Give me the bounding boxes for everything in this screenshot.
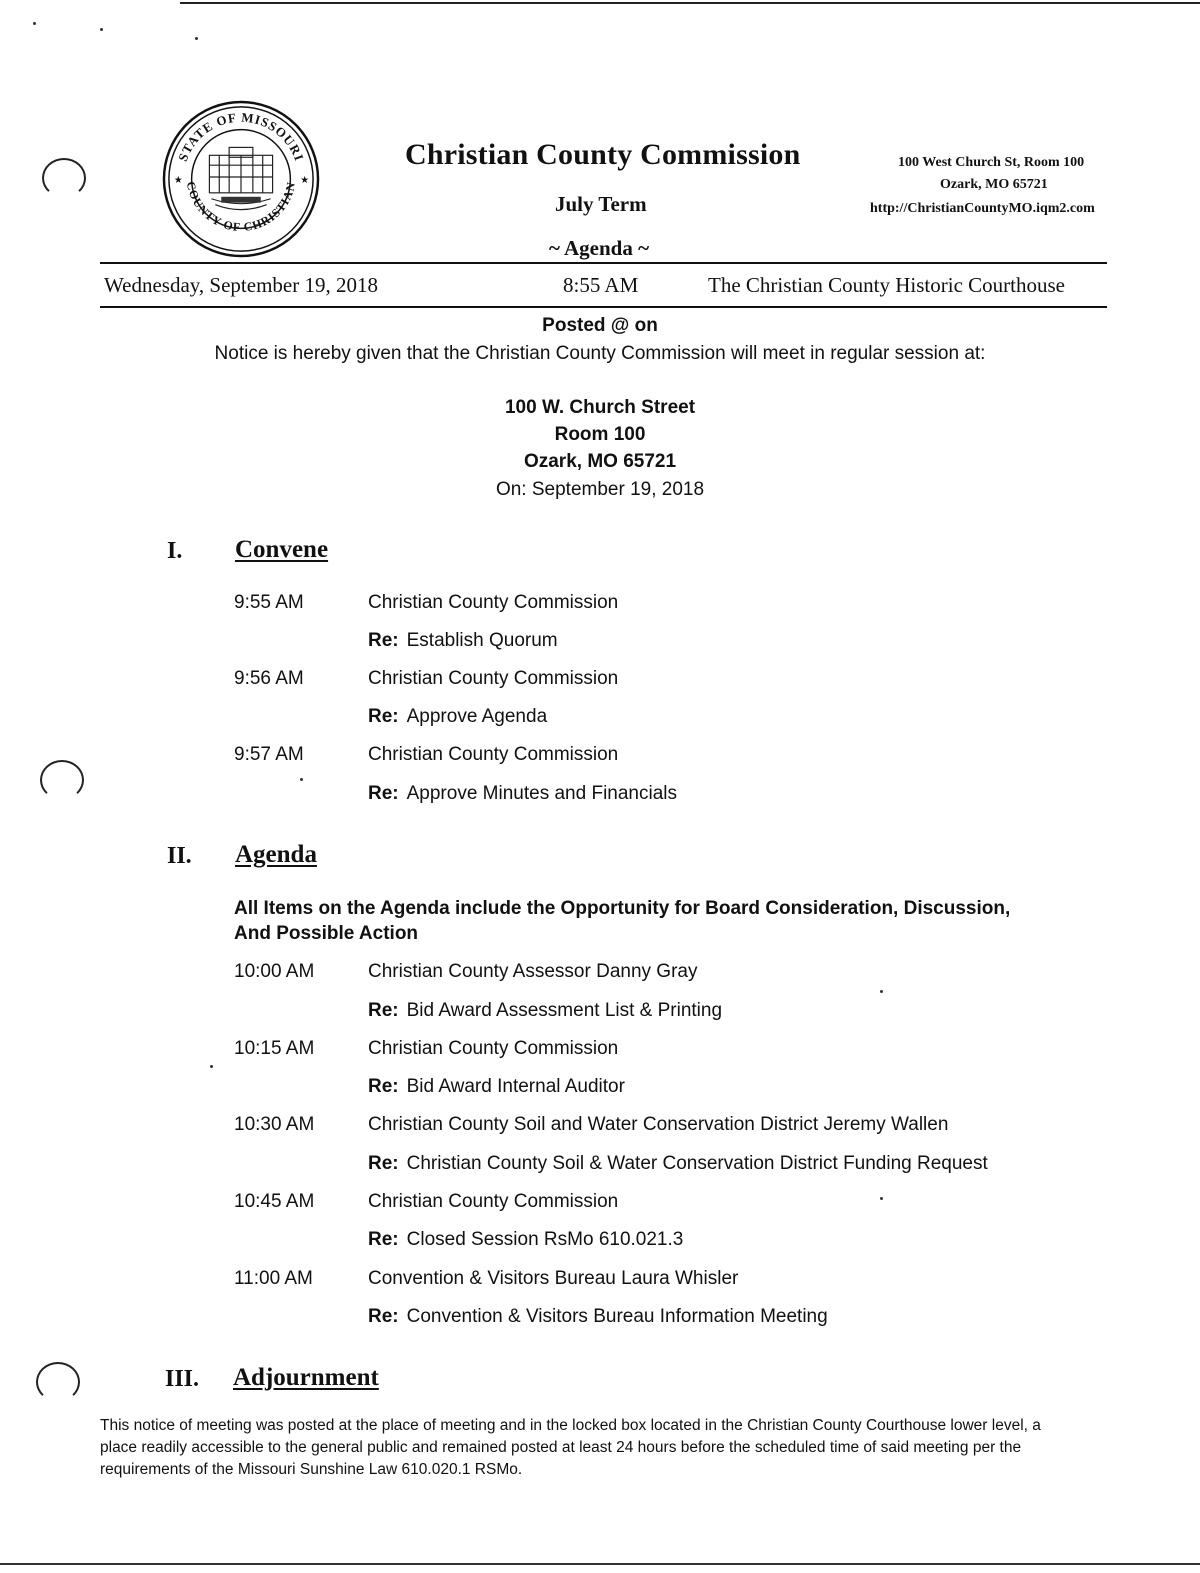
scan-speck (100, 28, 103, 31)
address-line-2: Ozark, MO 65721 (940, 177, 1048, 192)
item-re-line (368, 1229, 683, 1251)
term-label: July Term (555, 192, 647, 216)
address-line-1: 100 West Church St, Room 100 (898, 155, 1085, 170)
header-rule-bottom (100, 306, 1107, 308)
posted-line: Posted @ on (542, 315, 658, 336)
re-label: Re: (368, 783, 399, 804)
scan-speck (880, 990, 883, 993)
location-street: 100 W. Church Street (504, 397, 696, 418)
agenda-note-line-2: And Possible Action (234, 923, 419, 944)
punch-hole (36, 1362, 80, 1402)
header-rule-top (100, 262, 1107, 264)
punch-hole (40, 760, 84, 800)
scan-speck (210, 1065, 213, 1068)
agenda-note-line-1: All Items on the Agenda include the Opportunity for Board Consideration, Discussion, (234, 898, 1011, 919)
item-re-line (368, 783, 677, 805)
notice-text: Notice is hereby given that the Christian County Commission will meet in regular session at: (214, 343, 986, 364)
section-title-convene: Convene (235, 536, 329, 563)
item-re: Establish Quorum (406, 630, 558, 651)
item-re: Approve Agenda (406, 706, 548, 727)
section-number: III. (165, 1366, 200, 1392)
item-re-line (368, 1000, 722, 1022)
item-presenter: Christian County Commission (368, 668, 619, 689)
location-room: Room 100 (554, 424, 646, 445)
meeting-time: 8:55 AM (563, 273, 639, 297)
svg-text:★: ★ (173, 174, 183, 186)
scan-speck (33, 22, 36, 25)
item-presenter: Christian County Commission (368, 744, 619, 765)
bottom-scan-line (0, 1563, 1200, 1565)
website-link[interactable]: http://ChristianCountyMO.iqm2.com (870, 201, 1095, 216)
re-label: Re: (368, 630, 399, 651)
location-city: Ozark, MO 65721 (523, 451, 677, 472)
item-time: 10:30 AM (234, 1114, 315, 1135)
item-re: Closed Session RsMo 610.021.3 (406, 1229, 684, 1250)
agenda-heading: ~ Agenda ~ (549, 236, 650, 260)
item-re: Bid Award Assessment List & Printing (406, 1000, 723, 1021)
item-re-line (368, 630, 558, 652)
re-label: Re: (368, 706, 399, 727)
item-re: Bid Award Internal Auditor (406, 1076, 625, 1097)
item-time: 10:00 AM (234, 961, 315, 982)
section-number: I. (167, 538, 183, 564)
svg-text:★: ★ (300, 174, 310, 186)
location-date: On: September 19, 2018 (495, 479, 705, 500)
section-number: II. (167, 843, 192, 869)
scan-speck (300, 778, 303, 781)
item-re-line (368, 706, 547, 728)
meeting-location: The Christian County Historic Courthouse (708, 273, 1065, 297)
item-presenter: Christian County Commission (368, 1038, 619, 1059)
section-title-adjournment: Adjournment (233, 1364, 379, 1391)
item-time: 10:45 AM (234, 1191, 315, 1212)
seal-bottom-text: COUNTY OF CHRISTIAN (183, 180, 299, 235)
item-re-line (368, 1076, 625, 1098)
item-presenter: Christian County Commission (368, 592, 619, 613)
re-label: Re: (368, 1229, 399, 1250)
top-scan-line (180, 2, 1200, 4)
re-label: Re: (368, 1306, 399, 1327)
scan-speck (880, 1197, 883, 1200)
re-label: Re: (368, 1153, 399, 1174)
section-title-agenda: Agenda (235, 841, 317, 868)
item-presenter: Christian County Soil and Water Conservation District Jeremy Wallen (368, 1114, 949, 1135)
item-time: 11:00 AM (234, 1268, 313, 1289)
item-presenter: Christian County Commission (368, 1191, 619, 1212)
item-re: Christian County Soil & Water Conservation District Funding Request (406, 1153, 988, 1174)
county-seal-logo (162, 100, 320, 258)
item-time: 9:56 AM (234, 668, 304, 689)
item-re: Convention & Visitors Bureau Information Meeting (406, 1306, 828, 1327)
item-time: 9:57 AM (234, 744, 304, 765)
item-time: 10:15 AM (234, 1038, 315, 1059)
item-re: Approve Minutes and Financials (406, 783, 677, 804)
item-re-line (368, 1306, 828, 1328)
item-re-line (368, 1153, 988, 1175)
item-presenter: Christian County Assessor Danny Gray (368, 961, 698, 982)
item-presenter: Convention & Visitors Bureau Laura Whisler (368, 1268, 739, 1289)
punch-hole (42, 158, 86, 198)
re-label: Re: (368, 1076, 399, 1097)
posting-notice-footer: This notice of meeting was posted at the place of meeting and in the locked box located in the Christian County Courthouse lower level, a place readily accessible to the general public and remained posted at least 24 hours before the scheduled time of said meeting per the requirements of the Missouri Sunshine Law 610.020.1 RSMo. (100, 1417, 1041, 1478)
seal-top-text: STATE OF MISSOURI (175, 110, 307, 164)
re-label: Re: (368, 1000, 399, 1021)
scan-speck (195, 37, 198, 40)
meeting-date: Wednesday, September 19, 2018 (104, 273, 378, 297)
commission-title: Christian County Commission (405, 138, 801, 171)
item-time: 9:55 AM (234, 592, 304, 613)
